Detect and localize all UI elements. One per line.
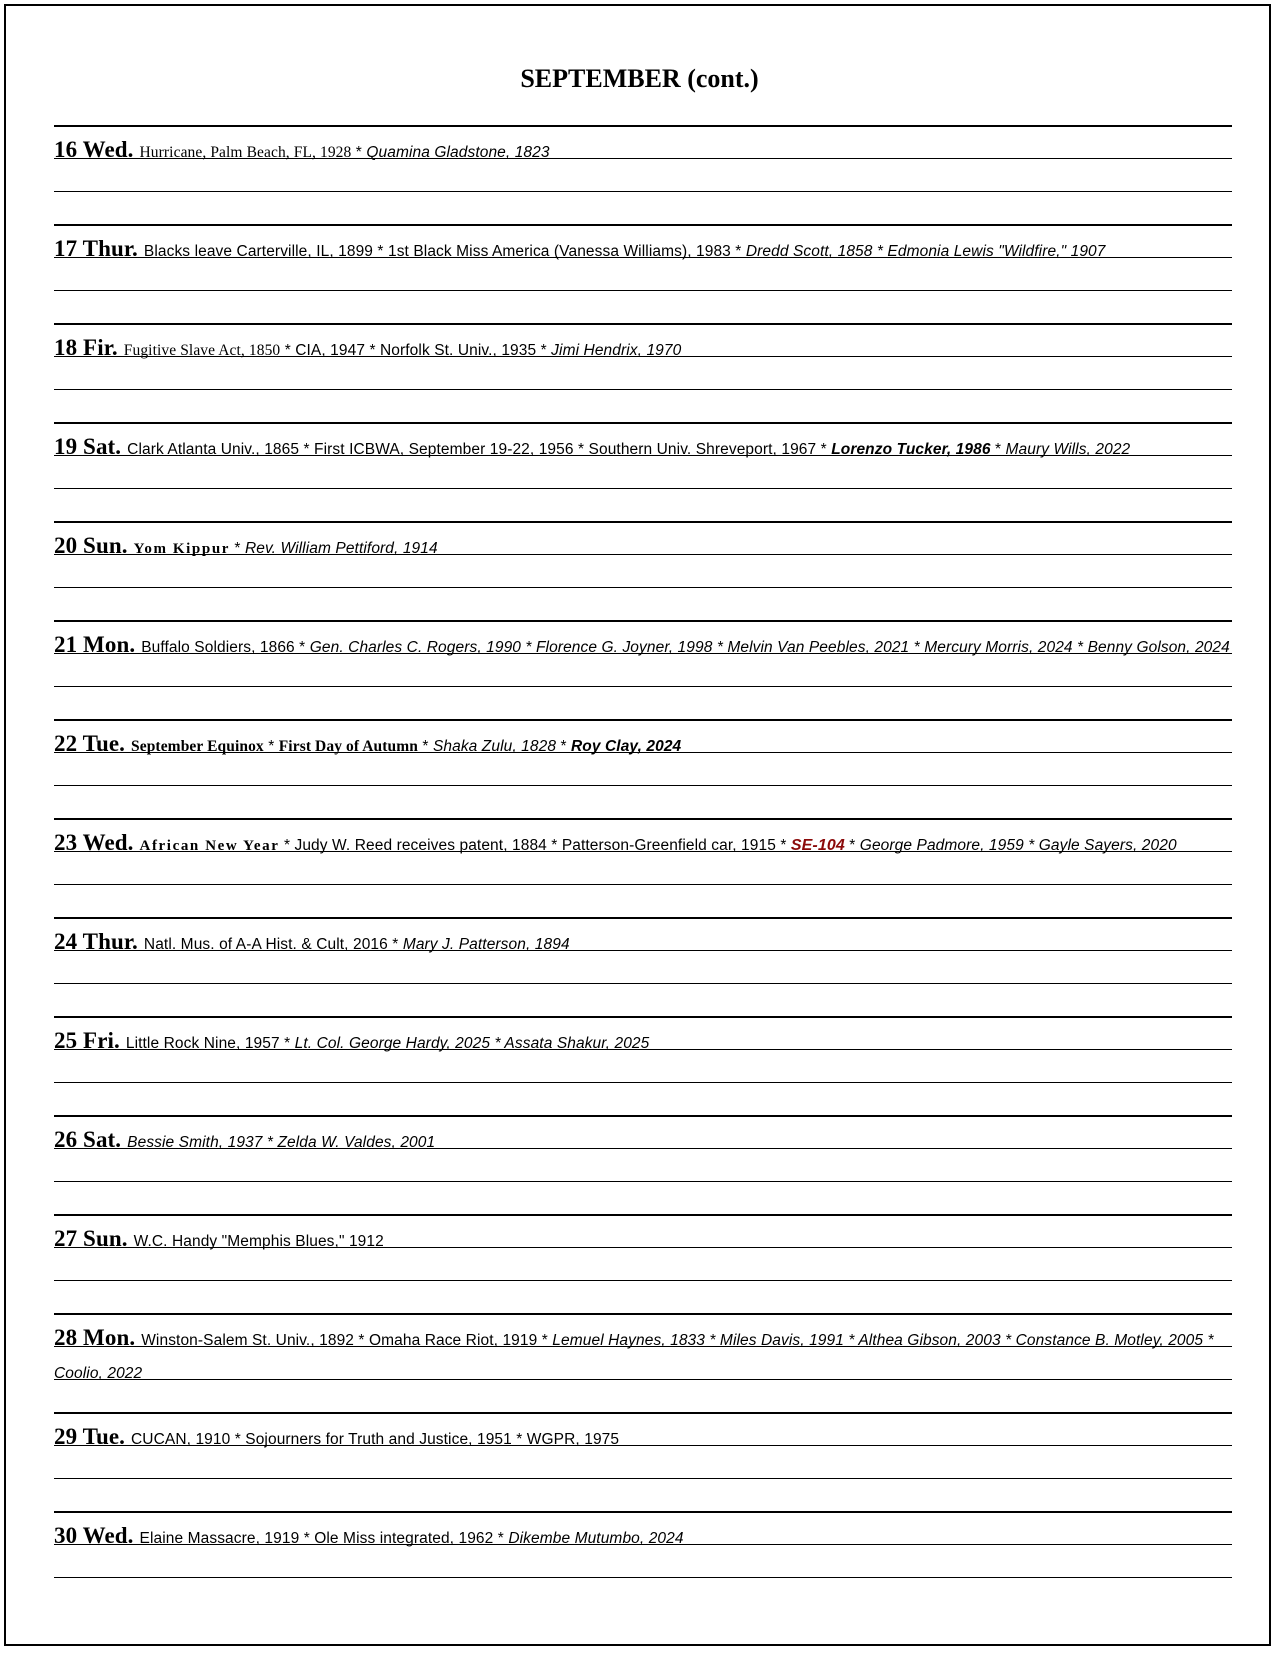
calendar-entry bbox=[54, 818, 1232, 916]
entry-text bbox=[54, 133, 1232, 169]
entry-event-text: Little Rock Nine, 1957 * bbox=[125, 1035, 295, 1052]
entry-event-text: Roy Clay, 2024 bbox=[571, 738, 682, 755]
entry-event-text: * bbox=[418, 738, 433, 755]
entry-event-text: African New Year bbox=[139, 838, 280, 854]
writing-line bbox=[54, 1280, 1232, 1281]
entry-day-label: 26 Sat. bbox=[54, 1127, 122, 1152]
entry-event-text: SE-104 bbox=[790, 837, 845, 854]
entry-day-label: 27 Sun. bbox=[54, 1226, 128, 1251]
entry-day-label: 24 Thur. bbox=[54, 929, 138, 954]
entry-event-text: CUCAN, 1910 * Sojourners for Truth and Justice, 1951 * WGPR, 1975 bbox=[131, 1431, 620, 1448]
writing-line bbox=[54, 587, 1232, 588]
entry-event-text: Fugitive Slave Act, 1850 bbox=[123, 342, 281, 359]
writing-line bbox=[54, 290, 1232, 291]
entry-event-text: Jimi Hendrix, 1970 bbox=[551, 342, 682, 359]
writing-line bbox=[54, 1478, 1232, 1479]
entry-text bbox=[54, 1321, 1232, 1390]
entry-top-rule bbox=[54, 719, 1232, 721]
entry-day-label: 28 Mon. bbox=[54, 1325, 136, 1350]
entry-event-text: Dredd Scott, 1858 * Edmonia Lewis "Wildfire," 1907 bbox=[745, 243, 1106, 260]
entry-event-text: Dikembe Mutumbo, 2024 bbox=[508, 1530, 684, 1547]
entry-event-text: * CIA, 1947 * Norfolk St. Univ., 1935 * bbox=[280, 342, 552, 359]
entry-event-text: Buffalo Soldiers, 1866 * bbox=[141, 639, 310, 656]
entry-top-rule bbox=[54, 521, 1232, 523]
entry-text bbox=[54, 826, 1232, 863]
entry-event-text: Natl. Mus. of A-A Hist. & Cult, 2016 * bbox=[143, 936, 403, 953]
entry-event-text: W.C. Handy "Memphis Blues," 1912 bbox=[133, 1233, 384, 1250]
entry-text bbox=[54, 925, 1232, 961]
calendar-entry bbox=[54, 1115, 1232, 1213]
entry-top-rule bbox=[54, 422, 1232, 424]
entry-event-text: Maury Wills, 2022 bbox=[1005, 441, 1131, 458]
entry-event-text: Clark Atlanta Univ., 1865 * First ICBWA, September 19-22, 1956 * Southern Univ. Shreveport, 1967 * bbox=[127, 441, 832, 458]
entry-event-text: Lemuel Haynes, 1833 * Miles Davis, 1991 * Althea Gibson, 2003 * Constance B. Motley, 2005 * Coolio, 2022 bbox=[54, 1332, 1214, 1382]
entry-top-rule bbox=[54, 1115, 1232, 1117]
calendar-entry bbox=[54, 917, 1232, 1015]
page-title: SEPTEMBER (cont.) bbox=[520, 64, 759, 93]
entry-text bbox=[54, 430, 1232, 466]
calendar-entry bbox=[54, 719, 1232, 817]
entry-event-text: Bessie Smith, 1937 * Zelda W. Valdes, 2001 bbox=[127, 1134, 436, 1151]
entry-text bbox=[54, 1222, 1232, 1258]
writing-line bbox=[54, 1082, 1232, 1083]
writing-line bbox=[54, 1577, 1232, 1578]
entry-day-label: 17 Thur. bbox=[54, 236, 138, 261]
entry-top-rule bbox=[54, 125, 1232, 127]
entry-day-label: 16 Wed. bbox=[54, 137, 134, 162]
entry-top-rule bbox=[54, 818, 1232, 820]
writing-line bbox=[54, 785, 1232, 786]
entry-event-text: Mary J. Patterson, 1894 bbox=[402, 936, 570, 953]
entry-event-text: Yom Kippur bbox=[133, 541, 231, 557]
writing-line bbox=[54, 488, 1232, 489]
entry-day-label: 18 Fir. bbox=[54, 335, 118, 360]
entry-event-text: Lorenzo Tucker, 1986 bbox=[831, 441, 991, 458]
entry-event-text: * bbox=[990, 441, 1006, 458]
entry-text bbox=[54, 232, 1232, 268]
writing-line bbox=[54, 191, 1232, 192]
entry-day-label: 30 Wed. bbox=[54, 1523, 134, 1548]
calendar-entry bbox=[54, 521, 1232, 619]
entry-top-rule bbox=[54, 1412, 1232, 1414]
entry-event-text: * bbox=[556, 738, 572, 755]
calendar-entry bbox=[54, 125, 1232, 223]
entry-event-text: Elaine Massacre, 1919 * Ole Miss integrated, 1962 * bbox=[139, 1530, 509, 1547]
entry-text bbox=[54, 1519, 1232, 1555]
calendar-entry bbox=[54, 1313, 1232, 1411]
entry-day-label: 20 Sun. bbox=[54, 533, 128, 558]
calendar-entry bbox=[54, 1412, 1232, 1510]
entry-day-label: 22 Tue. bbox=[54, 731, 126, 756]
entry-day-label: 23 Wed. bbox=[54, 830, 134, 855]
entry-event-text: Blacks leave Carterville, IL, 1899 * 1st Black Miss America (Vanessa Williams), 1983 * bbox=[143, 243, 746, 260]
entry-event-text: September Equinox bbox=[131, 738, 264, 755]
calendar-entry bbox=[54, 620, 1232, 718]
entry-event-text: George Padmore, 1959 * Gayle Sayers, 2020 bbox=[859, 837, 1177, 854]
entry-top-rule bbox=[54, 1511, 1232, 1513]
writing-line bbox=[54, 1181, 1232, 1182]
entry-text bbox=[54, 529, 1232, 566]
entry-text bbox=[54, 1420, 1232, 1456]
calendar-entry bbox=[54, 323, 1232, 421]
entry-top-rule bbox=[54, 620, 1232, 622]
entry-day-label: 21 Mon. bbox=[54, 632, 136, 657]
entry-event-text: Lt. Col. George Hardy, 2025 * Assata Shakur, 2025 bbox=[294, 1035, 650, 1052]
writing-line bbox=[54, 983, 1232, 984]
entry-event-text: * bbox=[263, 738, 279, 755]
entry-top-rule bbox=[54, 224, 1232, 226]
entry-event-text: * bbox=[230, 540, 245, 557]
entry-text bbox=[54, 1024, 1232, 1060]
entry-event-text: Rev. William Pettiford, 1914 bbox=[244, 540, 438, 557]
calendar-entry bbox=[54, 224, 1232, 322]
entry-event-text: First Day of Autumn bbox=[278, 738, 418, 755]
entry-day-label: 19 Sat. bbox=[54, 434, 122, 459]
entry-top-rule bbox=[54, 917, 1232, 919]
entry-top-rule bbox=[54, 1313, 1232, 1315]
calendar-entry bbox=[54, 422, 1232, 520]
entry-day-label: 29 Tue. bbox=[54, 1424, 126, 1449]
entry-event-text: Quamina Gladstone, 1823 bbox=[366, 144, 550, 161]
calendar-entry bbox=[54, 1016, 1232, 1114]
entry-text bbox=[54, 331, 1232, 367]
entry-event-text: Gen. Charles C. Rogers, 1990 * Florence G. Joyner, 1998 * Melvin Van Peebles, 2021 * Mercury Morris, 2024 * Benny Golson, 2024 bbox=[309, 639, 1230, 656]
entry-event-text: Hurricane, Palm Beach, FL, 1928 bbox=[139, 144, 352, 161]
entry-day-label: 25 Fri. bbox=[54, 1028, 120, 1053]
writing-line bbox=[54, 884, 1232, 885]
entry-event-text: * bbox=[351, 144, 367, 161]
entry-event-text: * Judy W. Reed receives patent, 1884 * Patterson-Greenfield car, 1915 * bbox=[279, 837, 791, 854]
entry-event-text: * bbox=[844, 837, 860, 854]
entry-text bbox=[54, 628, 1232, 664]
entry-event-text: Shaka Zulu, 1828 bbox=[432, 738, 557, 755]
entry-top-rule bbox=[54, 1214, 1232, 1216]
calendar-entry bbox=[54, 1511, 1232, 1609]
entry-top-rule bbox=[54, 1016, 1232, 1018]
entry-text bbox=[54, 1123, 1232, 1159]
entry-top-rule bbox=[54, 323, 1232, 325]
writing-line bbox=[54, 389, 1232, 390]
entry-text bbox=[54, 727, 1232, 763]
calendar-entry bbox=[54, 1214, 1232, 1312]
writing-line bbox=[54, 686, 1232, 687]
entry-event-text: Winston-Salem St. Univ., 1892 * Omaha Race Riot, 1919 * bbox=[141, 1332, 553, 1349]
